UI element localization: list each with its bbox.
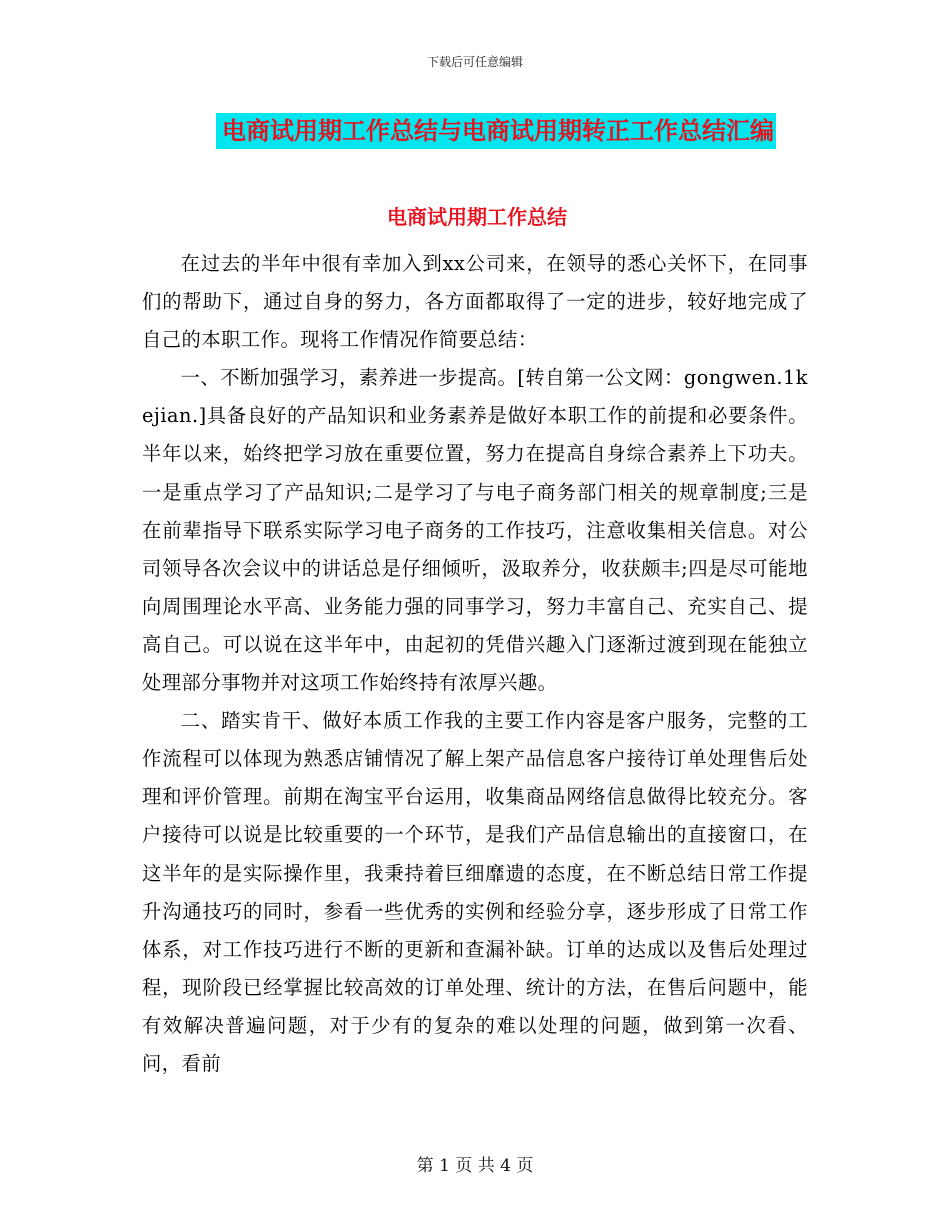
section-title: 电商试用期工作总结 (387, 205, 567, 229)
document-title-text: 电商试用期工作总结与电商试用期转正工作总结汇编 (216, 113, 776, 149)
paragraph: 一、不断加强学习，素养进一步提高。[转自第一公文网：gongwen.1kejian.]具备良好的产品知识和业务素养是做好本职工作的前提和必要条件。半年以来，始终把学习放在重要位置，努力在提高自身综合素养上下功夫。一是重点学习了产品知识;二是学习了与电子商务部门相关的规章制度;三是在前辈指导下联系实际学习电子商务的工作技巧，注意收集相关信息。对公司领导各次会议中的讲话总是仔细倾听，汲取养分，收获颇丰;四是尽可能地向周围理论水平高、业务能力强的同事学习，努力丰富自己、充实自己、提高自己。可以说在这半年中，由起初的凭借兴趣入门逐渐过渡到现在能独立处理部分事物并对这项工作始终持有浓厚兴趣。 (142, 366, 808, 695)
page-number-footer: 第 1 页 共 4 页 (416, 1156, 534, 1176)
paragraph: 二、踏实肯干、做好本质工作我的主要工作内容是客户服务，完整的工作流程可以体现为熟悉店铺情况了解上架产品信息客户接待订单处理售后处理和评价管理。前期在淘宝平台运用，收集商品网络信息做得比较充分。客户接待可以说是比较重要的一个环节，是我们产品信息输出的直接窗口，在这半年的是实际操作里，我秉持着巨细靡遗的态度，在不断总结日常工作提升沟通技巧的同时，参看一些优秀的实例和经验分享，逐步形成了日常工作体系，对工作技巧进行不断的更新和查漏补缺。订单的达成以及售后处理过程，现阶段已经掌握比较高效的订单处理、统计的方法，在售后问题中，能有效解决普遍问题，对于少有的复杂的难以处理的问题，做到第一次看、问，看前 (142, 709, 808, 1075)
page-header-note: 下载后可任意编辑 (426, 55, 523, 69)
paragraph: 在过去的半年中很有幸加入到xx公司来，在领导的悉心关怀下，在同事们的帮助下，通过自身的努力，各方面都取得了一定的进步，较好地完成了自己的本职工作。现将工作情况作简要总结： (142, 252, 808, 352)
document-title (0, 113, 950, 149)
document-body (142, 245, 808, 1083)
